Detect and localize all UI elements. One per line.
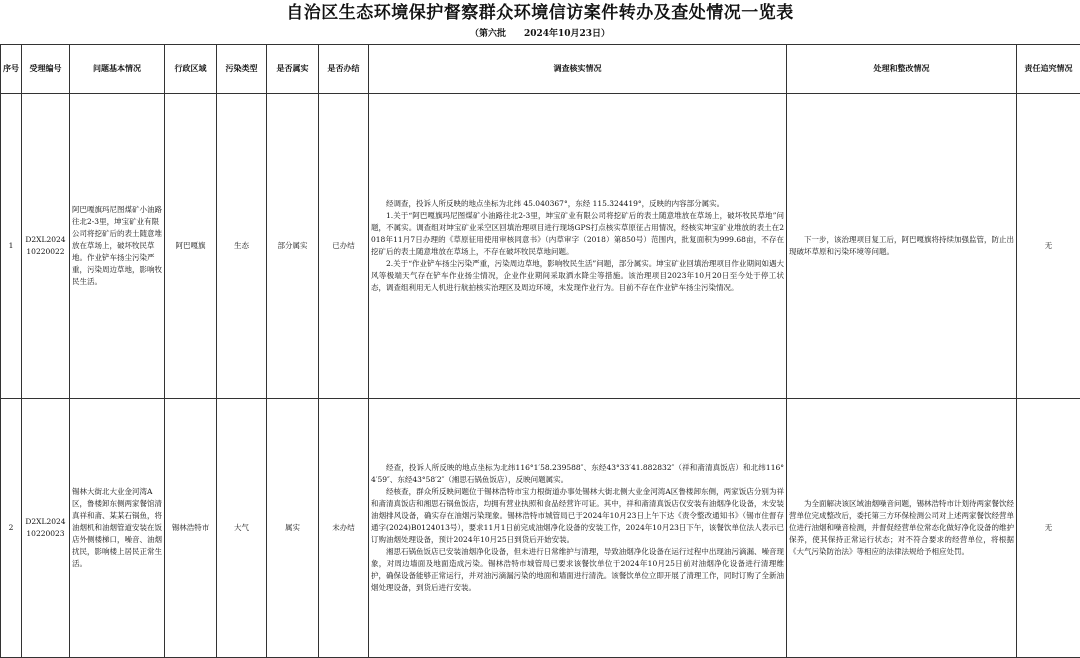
handling-paragraph: 下一步，该治理项目复工后，阿巴嘎旗将持续加强监管，防止出现破坏草原和污染环境等问题。 [789, 234, 1014, 258]
table-row [1, 94, 1080, 399]
col-header-accountability: 责任追究情况 [1017, 45, 1080, 94]
col-header-problem: 问题基本情况 [70, 45, 165, 94]
cell-no: 2 [1, 399, 22, 658]
cell-investigation [369, 94, 787, 399]
investigation-paragraph: 1.关于“阿巴嘎旗玛尼图煤矿小油路往北2-3里，坤宝矿业有限公司将挖矿后的表土随意堆放在草场上，破坏牧民草地”问题，不属实。调查组对坤宝矿业采空区回填治理项目进行现场GPS打点核实草原征占用情况，经核实坤宝矿业堆放的表土在2018年11月7日办理的《草原征用使用审核同意书》（内草审字（2018）第850号）范围内，批复面积为999.68亩，不存在挖矿后的表土随意堆放在草场上，不存在破坏牧民草地问题。 [371, 210, 784, 258]
cell-closed: 未办结 [319, 399, 369, 658]
investigation-paragraph: 经查，投诉人所反映的地点坐标为北纬116°1′58.239588″、东经43°33′41.882832″（祥和斋清真饭店）和北纬116°4′59″、东经43°58′2″（湘思石锅鱼饭店），反映问题属实。 [371, 462, 784, 486]
table-row [1, 399, 1080, 658]
handling-paragraph: 为全面解决该区域油烟噪音问题，锡林浩特市计划待两家餐饮经营单位完成整改后，委托第三方环保检测公司对上述两家餐饮经营单位进行油烟和噪音检测，并督促经营单位常态化做好净化设备的维护保养，使其保持正常运行状态；对不符合要求的经营单位，将根据《大气污染防治法》等相应的法律法规给予相应处罚。 [789, 498, 1014, 558]
col-header-true: 是否属实 [267, 45, 319, 94]
document-title: 自治区生态环境保护督察群众环境信访案件转办及查处情况一览表 [0, 2, 1080, 24]
col-header-region: 行政区域 [165, 45, 217, 94]
case-table [0, 44, 1080, 658]
document-subtitle: （第六批 2024年10月23日） [0, 27, 1080, 41]
cell-accountability: 无 [1017, 94, 1080, 399]
cell-problem: 锡林大街北大业金河湾A区，鲁楼卸东侧两家餐馆清真祥和斋、某某石锅鱼，将油烟机和油烟管道安装在饭店外侧楼梯口，噪音、油烟扰民，影响楼上居民正常生活。 [70, 399, 165, 658]
col-header-handling: 处理和整改情况 [787, 45, 1017, 94]
investigation-paragraph: 2.关于“作业铲车扬尘污染严重，污染周边草地，影响牧民生活”问题，部分属实。坤宝矿业回填治理项目作业期间如遇大风等极端天气存在铲车作业扬尘情况，企业作业期间采取洒水降尘等措施。该治理项目2023年10月20日至今处于停工状态，调查组利用无人机进行航拍核实治理区及周边环境，未发现作业行为。目前不存在作业铲车扬尘污染情况。 [371, 258, 784, 294]
cell-accountability: 无 [1017, 399, 1080, 658]
cell-pollution: 大气 [217, 399, 267, 658]
cell-region: 锡林浩特市 [165, 399, 217, 658]
investigation-paragraph: 湘思石锅鱼饭店已安装油烟净化设备，但未进行日常维护与清理，导致油烟净化设备在运行过程中出现油污滴漏、噪音现象，对周边墙面及地面造成污染。锡林浩特市城管局已要求该餐饮单位于2024年10月25日前对油烟净化设备进行清理维护，确保设备能够正常运行，并对油污滴漏污染的地面和墙面进行清洗。该餐饮单位立即开展了清理工作，同时订购了全新油烟处理设备，到货后进行安装。 [371, 546, 784, 594]
cell-region: 阿巴嘎旗 [165, 94, 217, 399]
cell-true-status: 部分属实 [267, 94, 319, 399]
cell-problem: 阿巴嘎旗玛尼图煤矿小油路往北2-3里，坤宝矿业有限公司将挖矿后的表土随意堆放在草场上，破坏牧民草地。作业铲车扬尘污染严重，污染周边草地，影响牧民生活。 [70, 94, 165, 399]
cell-id: D2XL202410220022 [22, 94, 70, 399]
cell-handling [787, 94, 1017, 399]
col-header-closed: 是否办结 [319, 45, 369, 94]
cell-true-status: 属实 [267, 399, 319, 658]
table-header-row [1, 45, 1080, 94]
col-header-pollution: 污染类型 [217, 45, 267, 94]
cell-closed: 已办结 [319, 94, 369, 399]
cell-no: 1 [1, 94, 22, 399]
investigation-paragraph: 经调查，投诉人所反映的地点坐标为北纬 45.040367°，东经 115.324419°，反映的内容部分属实。 [371, 198, 784, 210]
cell-id: D2XL202410220023 [22, 399, 70, 658]
col-header-id: 受理编号 [22, 45, 70, 94]
col-header-no: 序号 [1, 45, 22, 94]
cell-investigation [369, 399, 787, 658]
cell-handling [787, 399, 1017, 658]
investigation-paragraph: 经核查，群众所反映问题位于锡林浩特市宝力根街道办事处锡林大街北侧大业金河湾A区鲁楼卸东侧，两家饭店分别为祥和斋清真饭店和湘思石锅鱼饭店，均拥有营业执照和食品经营许可证。其中，祥和斋清真饭店仅安装有油烟净化设备，未安装油烟排风设备，确实存在油烟污染现象。锡林浩特市城管局已于2024年10月23日上午下达《责令整改通知书》（锡市住督存通字(2024)B0124013号），要求11月1日前完成油烟净化设备的安装工作，2024年10月23日下午，该餐饮单位法人表示已订购油烟处理设备，预计2024年10月25日到货后开始安装。 [371, 486, 784, 546]
cell-pollution: 生态 [217, 94, 267, 399]
col-header-investigation: 调查核实情况 [369, 45, 787, 94]
